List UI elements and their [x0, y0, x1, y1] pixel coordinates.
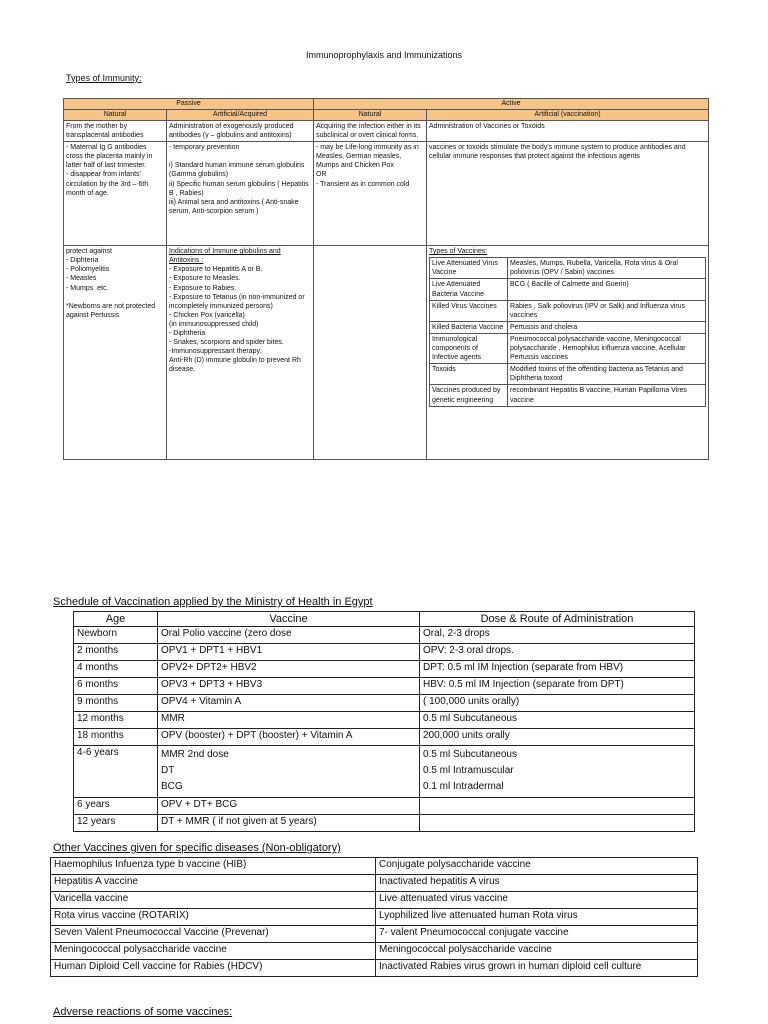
schedule-dose: Oral, 2-3 drops [420, 627, 695, 644]
other-vaccine-row [51, 858, 698, 875]
immunity-types-table [63, 98, 709, 460]
immune-globulin-indications [167, 246, 314, 460]
other-vaccine-type: 7- valent Pneumococcal conjugate vaccine [376, 926, 698, 943]
other-vaccine-name: Haemophilus Infuenza type b vaccine (HIB) [51, 858, 376, 875]
active-natural-definition: Acquiring the infection either in its subclinical or overt clinical forms. [314, 121, 427, 142]
active-natural-empty [314, 246, 427, 460]
schedule-vaccine: OPV (booster) + DPT (booster) + Vitamin A [158, 729, 420, 746]
vaccine-type-name: Vaccines produced by genetic engineering [430, 385, 508, 406]
vaccine-types-table [429, 257, 706, 406]
schedule-dose: OPV: 2-3 oral drops. [420, 644, 695, 661]
passive-artificial-details: - temporary prevention i) Standard human immune serum globulins (Gamma globulins) ii) Specific human serum globulins ( Hepatitis B , Rabies) iii) Animal sera and antitoxins ( Anti-snake serum, Anti-scorpion serum ) [167, 142, 314, 246]
other-vaccine-row [51, 960, 698, 977]
other-vaccine-name: Rota virus vaccine (ROTARIX) [51, 909, 376, 926]
other-vaccine-name: Seven Valent Pneumococcal Vaccine (Prevenar) [51, 926, 376, 943]
schedule-heading: Schedule of Vaccination applied by the Ministry of Health in Egypt [53, 596, 373, 608]
dose-column-header: Dose & Route of Administration [420, 612, 695, 627]
schedule-row [74, 678, 695, 695]
immunity-row-details [64, 142, 709, 246]
other-vaccine-type: Meningococcal polysaccharide vaccine [376, 943, 698, 960]
schedule-dose: 0.5 ml Subcutaneous [420, 712, 695, 729]
other-vaccine-type: Inactivated hepatitis A virus [376, 875, 698, 892]
other-vaccine-row [51, 875, 698, 892]
vaccine-type-name: Live Attenuated Bacteria Vaccine [430, 279, 508, 300]
schedule-dose: DPT: 0.5 ml IM Injection (separate from HBV) [420, 661, 695, 678]
schedule-vaccine: MMR 2nd dose [161, 749, 229, 760]
schedule-header-row [74, 612, 695, 627]
passive-natural-definition: From the mother by transplacental antibodies [64, 121, 167, 142]
schedule-dose: 200,000 units orally [420, 729, 695, 746]
vaccination-schedule-table [73, 611, 695, 832]
schedule-vaccine: OPV1 + DPT1 + HBV1 [158, 644, 420, 661]
schedule-row [74, 695, 695, 712]
active-artificial-definition: Administration of Vaccines or Toxoids [427, 121, 709, 142]
vaccine-type-name: Killed Bacteria Vaccine [430, 321, 508, 333]
schedule-vaccine: OPV2+ DPT2+ HBV2 [158, 661, 420, 678]
other-vaccine-type: Inactivated Rabies virus grown in human diploid cell culture [376, 960, 698, 977]
passive-header: Passive [64, 99, 314, 110]
age-column-header: Age [74, 612, 158, 627]
other-vaccine-row [51, 926, 698, 943]
vaccine-type-row [430, 333, 706, 363]
vaccine-type-row [430, 300, 706, 321]
schedule-vaccine-list [158, 746, 420, 798]
other-vaccines-heading: Other Vaccines given for specific diseases (Non-obligatory) [53, 842, 341, 854]
vaccine-type-row [430, 258, 706, 279]
schedule-row [74, 729, 695, 746]
other-vaccine-type: Live attenuated virus vaccine [376, 892, 698, 909]
adverse-reactions-heading: Adverse reactions of some vaccines: [53, 1006, 233, 1018]
other-vaccine-row [51, 909, 698, 926]
schedule-age: Newborn [74, 627, 158, 644]
schedule-vaccine: MMR [158, 712, 420, 729]
vaccine-type-examples: Measles, Mumps, Rubella, Varicella, Rota virus & Oral poliovirus (OPV / Sabin) vaccines [508, 258, 706, 279]
schedule-row [74, 712, 695, 729]
schedule-vaccine: DT + MMR ( if not given at 5 years) [158, 815, 420, 832]
passive-natural-details: - Maternal Ig G antibodies cross the placenta mainly in latter half of last trimester. - disappear from infants' circulation by the 3rd – 6th month of age. [64, 142, 167, 246]
passive-natural-protection: protect against - Diphteria - Poliomyelitis - Measles - Mumps .etc. *Newborns are not protected against Pertussis [64, 246, 167, 460]
vaccine-type-name: Immunological components of Infective agents [430, 333, 508, 363]
schedule-vaccine: OPV3 + DPT3 + HBV3 [158, 678, 420, 695]
schedule-row-4-6-years [74, 746, 695, 798]
other-vaccine-row [51, 943, 698, 960]
schedule-age: 6 months [74, 678, 158, 695]
schedule-row [74, 644, 695, 661]
vaccine-type-examples: Rabies , Salk poliovirus (IPV or Salk) and Influenza virus vaccines [508, 300, 706, 321]
schedule-row [74, 627, 695, 644]
active-natural-header: Natural [314, 110, 427, 121]
schedule-row [74, 661, 695, 678]
indications-heading: Indications of Immune globulins and Antitoxins : [169, 248, 281, 265]
other-vaccines-table [50, 857, 698, 977]
vaccine-type-name: Toxoids [430, 364, 508, 385]
vaccine-types-cell [427, 246, 709, 460]
vaccine-type-row [430, 279, 706, 300]
schedule-age: 4 months [74, 661, 158, 678]
other-vaccine-name: Varicella vaccine [51, 892, 376, 909]
vaccine-type-examples: Modified toxins of the offending bacteria as Tetanus and Diphtheria toxoid [508, 364, 706, 385]
page-title: Immunoprophylaxis and Immunizations [305, 50, 463, 60]
schedule-vaccine: OPV4 + Vitamin A [158, 695, 420, 712]
schedule-age: 18 months [74, 729, 158, 746]
types-of-immunity-heading: Types of Immunity: [66, 73, 142, 83]
schedule-dose [420, 798, 695, 815]
schedule-dose: 0.5 ml Intramuscular [423, 765, 514, 776]
schedule-age: 2 months [74, 644, 158, 661]
schedule-vaccine: OPV + DT+ BCG [158, 798, 420, 815]
schedule-age: 12 months [74, 712, 158, 729]
schedule-vaccine: Oral Polio vaccine (zero dose [158, 627, 420, 644]
active-natural-details: - may be Life-long immunity as in Measles, German measles, Mumps and Chicken Pox OR - Transient as in common cold [314, 142, 427, 246]
schedule-vaccine: BCG [161, 781, 183, 792]
vaccine-column-header: Vaccine [158, 612, 420, 627]
vaccine-type-row [430, 385, 706, 406]
schedule-dose [420, 815, 695, 832]
vaccine-type-name: Live Attenuated Virus Vaccine [430, 258, 508, 279]
schedule-dose: ( 100,000 units orally) [420, 695, 695, 712]
active-artificial-details: vaccines or toxoids stimulate the body's immune system to produce antibodies and cellular immune responses that protect against the infectious agents [427, 142, 709, 246]
schedule-row [74, 815, 695, 832]
vaccine-type-examples: Pneumococcal polysaccharide vaccine, Meningococcal polysaccharide , Hemophilus influenza vaccine, Acellular Pertussis vaccines [508, 333, 706, 363]
other-vaccine-name: Meningococcal polysaccharide vaccine [51, 943, 376, 960]
schedule-row [74, 798, 695, 815]
schedule-dose: 0.5 ml Subcutaneous [423, 749, 517, 760]
schedule-dose: HBV: 0.5 ml IM Injection (separate from DPT) [420, 678, 695, 695]
schedule-dose-list [420, 746, 695, 798]
other-vaccine-type: Lyophilized live attenuated human Rota virus [376, 909, 698, 926]
other-vaccine-type: Conjugate polysaccharide vaccine [376, 858, 698, 875]
schedule-age: 9 months [74, 695, 158, 712]
schedule-vaccine: DT [161, 765, 175, 776]
vaccine-type-examples: recombinant Hepatitis B vaccine, Human Papilloma Vires vaccine [508, 385, 706, 406]
immunity-row-extra [64, 246, 709, 460]
immunity-row-definition [64, 121, 709, 142]
passive-natural-header: Natural [64, 110, 167, 121]
passive-artificial-header: Artificial/Acquired [167, 110, 314, 121]
vaccine-type-name: Killed Virus Vaccines [430, 300, 508, 321]
vaccine-type-row [430, 321, 706, 333]
vaccine-types-heading: Types of Vaccines: [429, 248, 488, 256]
other-vaccine-name: Human Diploid Cell vaccine for Rabies (HDCV) [51, 960, 376, 977]
active-header: Active [314, 99, 709, 110]
vaccine-type-examples: BCG ( Bacille of Calmette and Guerin) [508, 279, 706, 300]
other-vaccine-name: Hepatitis A vaccine [51, 875, 376, 892]
schedule-age: 12 years [74, 815, 158, 832]
passive-artificial-definition: Administration of exogenously produced antibodies (γ – globulins and antitoxins) [167, 121, 314, 142]
other-vaccine-row [51, 892, 698, 909]
vaccine-type-examples: Pertussis and cholera [508, 321, 706, 333]
indications-list: - Exposure to Hepatitis A or B. - Exposure to Measles. - Exposure to Rabies. - Exposure to Tetanus (in non-immunized or incompletely immunized persons) - Chicken Pox (varicella) (in immunosuppressed child) - Diphtheria - Snakes, scorpions and spider bites. -Immunosuppressant therapy; Anti-Rh (D) immune globulin to prevent Rh disease. [169, 266, 305, 374]
schedule-age: 4-6 years [74, 746, 158, 798]
schedule-dose: 0.1 ml Intradermal [423, 781, 504, 792]
vaccine-type-row [430, 364, 706, 385]
schedule-age: 6 years [74, 798, 158, 815]
active-artificial-header: Artificial (vaccination) [427, 110, 709, 121]
